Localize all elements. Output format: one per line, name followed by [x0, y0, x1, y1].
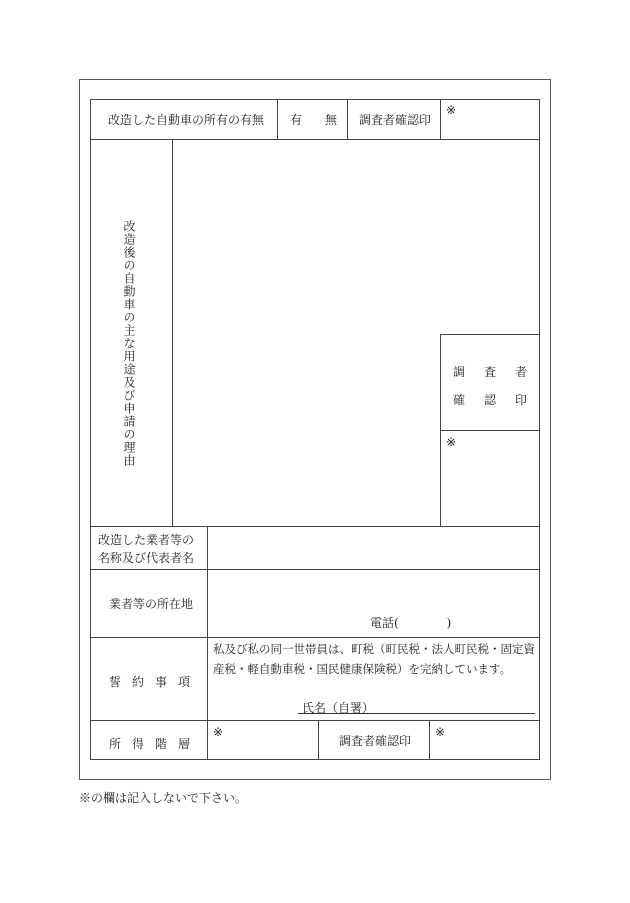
purpose-label: 改造後の自動車の主な用途及び申請の理由 — [122, 220, 136, 467]
ownership-label: 改造した自動車の所有の有無 — [108, 113, 265, 127]
pledge-text-line2: 産税・軽自動車税・国民健康保険税）を完納しています。 — [213, 662, 512, 676]
location-label-cell — [90, 569, 208, 638]
contractor-label-line2: 名称及び代表者名 — [98, 551, 195, 565]
income-label-char: 得 — [131, 737, 144, 751]
checker-char: 認 — [483, 393, 496, 407]
pledge-label-char: 項 — [177, 675, 190, 689]
income-label-char: 階 — [154, 737, 167, 751]
purpose-input-area-lower[interactable] — [172, 334, 441, 527]
purpose-input-area[interactable] — [172, 139, 540, 335]
ownership-choice-cell[interactable] — [277, 99, 348, 140]
purpose-label-cell — [90, 139, 173, 527]
purpose-checker-mark-cell — [440, 430, 540, 527]
ownership-yes[interactable]: 有 — [290, 113, 303, 127]
checker-char: 印 — [514, 393, 527, 407]
income-label-char: 所 — [109, 737, 122, 751]
income-label-cell — [90, 720, 208, 760]
income-checker-mark-cell — [429, 720, 540, 760]
location-label: 業者等の所在地 — [109, 597, 194, 611]
contractor-name-input[interactable] — [207, 526, 540, 570]
ownership-checker-mark-cell — [440, 99, 540, 140]
reference-mark: ※ — [213, 725, 224, 739]
pledge-label-char: 約 — [131, 675, 144, 689]
checker-char: 者 — [514, 365, 527, 379]
purpose-checker-stamp-cell — [440, 334, 540, 431]
location-input[interactable] — [207, 569, 540, 638]
income-mark-cell — [207, 720, 319, 760]
pledge-label-char: 事 — [154, 675, 167, 689]
checker-char: 査 — [483, 365, 496, 379]
checker-char: 調 — [453, 365, 466, 379]
ownership-checker-stamp-label: 調査者確認印 — [359, 113, 432, 127]
ownership-label-cell — [90, 99, 278, 140]
signature-label: 氏名（自署） — [302, 701, 375, 715]
ownership-checker-stamp-cell — [347, 99, 441, 140]
income-checker-stamp-label: 調査者確認印 — [339, 734, 412, 748]
income-checker-stamp-cell — [318, 720, 430, 760]
pledge-text-line1: 私及び私の同一世帯員は、町税（町民税・法人町民税・固定資 — [213, 642, 535, 656]
contractor-label-cell — [90, 526, 208, 570]
contractor-label-line1: 改造した業者等の — [98, 533, 195, 547]
pledge-label-char: 誓 — [109, 675, 122, 689]
ownership-no[interactable]: 無 — [325, 113, 338, 127]
pledge-label-cell — [90, 637, 208, 721]
phone-label: 電話( ) — [370, 616, 452, 630]
signature-line[interactable] — [298, 713, 535, 714]
pledge-content-cell — [207, 637, 540, 721]
income-label-char: 層 — [177, 737, 190, 751]
checker-char: 確 — [453, 393, 466, 407]
reference-mark: ※ — [446, 435, 457, 449]
footnote: ※の欄は記入しないで下さい。 — [79, 791, 248, 805]
reference-mark: ※ — [446, 103, 457, 117]
reference-mark: ※ — [435, 725, 446, 739]
